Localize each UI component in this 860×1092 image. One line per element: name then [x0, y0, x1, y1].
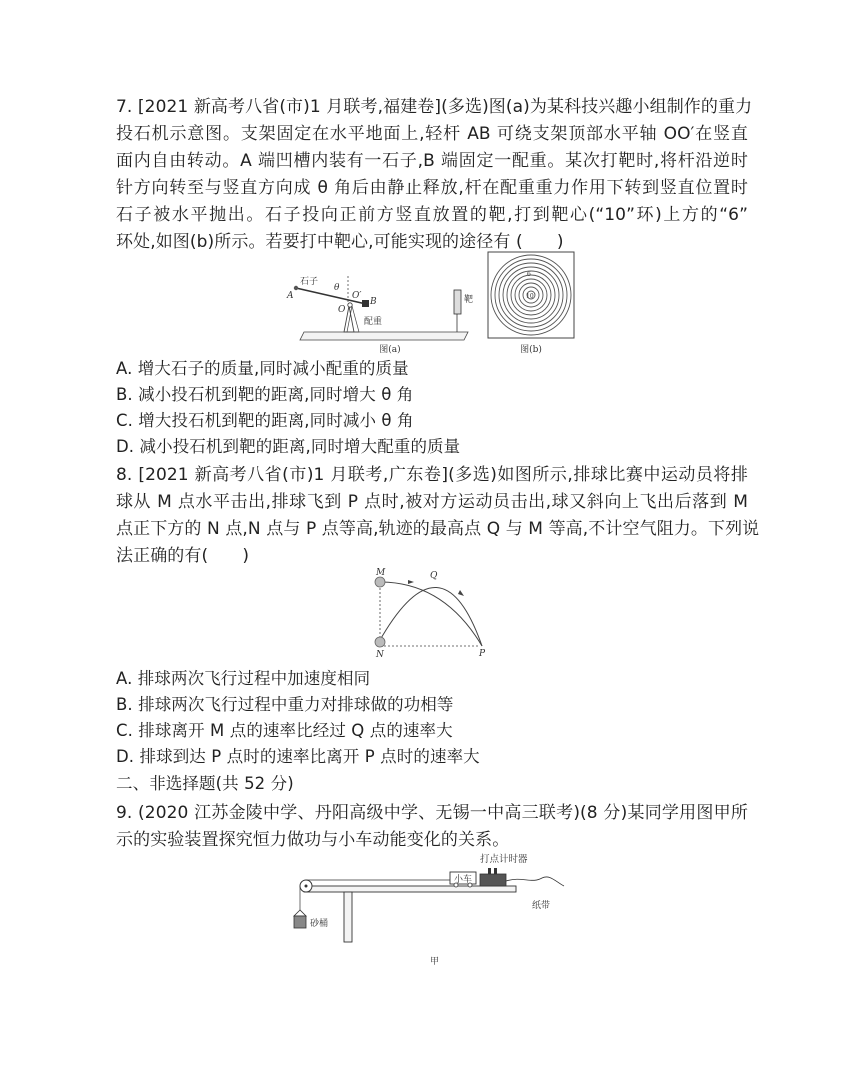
- q9-apparatus-figure: [290, 848, 582, 968]
- q8-line-3: 点正下方的 N 点,N 点与 P 点等高,轨迹的最高点 Q 与 M 等高,不计空气阻力。下列说: [116, 519, 760, 539]
- label-tape: 纸带: [532, 901, 551, 911]
- q8-line-4: 法正确的有( ): [116, 546, 250, 566]
- label-O: O: [338, 305, 346, 315]
- label-sand-bucket: 砂桶: [310, 919, 329, 929]
- ring-10-label: 10: [526, 293, 534, 300]
- q7-option-d: D. 减小投石机到靶的距离,同时增大配重的质量: [116, 437, 461, 456]
- q7-line-5: 石子被水平抛出。石子投向正前方竖直放置的靶,打到靶心(“10”环)上方的“6”: [116, 205, 748, 225]
- q8-volleyball-figure: [364, 568, 494, 658]
- fig-b-caption: 图(b): [520, 345, 542, 355]
- q7-line-4: 针方向转至与竖直方向成 θ 角后由静止释放,杆在配重重力作用下转到竖直位置时: [116, 178, 748, 198]
- label-O-prime: O′: [352, 291, 362, 301]
- label-A: A: [287, 291, 294, 301]
- q8-line-1: 8. [2021 新高考八省(市)1 月联考,广东卷](多选)如图所示,排球比赛中运动员将排: [116, 465, 748, 485]
- q7-line-2: 投石机示意图。支架固定在水平地面上,轻杆 AB 可绕支架顶部水平轴 OO′在竖直: [116, 124, 748, 144]
- q8-option-a: A. 排球两次飞行过程中加速度相同: [116, 669, 371, 688]
- label-theta: θ: [334, 283, 340, 293]
- q7-figure-a: [282, 268, 482, 356]
- q9-line-1: 9. (2020 江苏金陵中学、丹阳高级中学、无锡一中高三联考)(8 分)某同学用图甲所: [116, 803, 748, 823]
- label-B: B: [370, 297, 377, 307]
- q7-option-a: A. 增大石子的质量,同时减小配重的质量: [116, 359, 409, 378]
- q7-line-1: 7. [2021 新高考八省(市)1 月联考,福建卷](多选)图(a)为某科技兴趣小组制作的重力: [116, 97, 753, 117]
- section-2-heading: 二、非选择题(共 52 分): [116, 774, 294, 793]
- label-M: M: [376, 568, 386, 578]
- q8-option-c: C. 排球离开 M 点的速率比经过 Q 点的速率大: [116, 721, 453, 740]
- q7-option-c: C. 增大投石机到靶的距离,同时减小 θ 角: [116, 411, 414, 430]
- ring-6-label: 6: [527, 271, 531, 278]
- label-stone: 石子: [300, 277, 319, 287]
- figure-caption-jia: 甲: [430, 957, 440, 967]
- label-target: 靶: [464, 295, 474, 305]
- label-timer: 打点计时器: [480, 854, 528, 865]
- label-cart: 小车: [454, 875, 473, 885]
- q7-figure-b: [486, 250, 578, 358]
- q8-option-b: B. 排球两次飞行过程中重力对排球做的功相等: [116, 695, 454, 714]
- q7-line-3: 面内自由转动。A 端凹槽内装有一石子,B 端固定一配重。某次打靶时,将杆沿逆时: [116, 151, 748, 171]
- label-counterweight: 配重: [364, 317, 383, 327]
- q7-line-6: 环处,如图(b)所示。若要打中靶心,可能实现的途径有 ( ): [116, 232, 564, 252]
- label-P: P: [479, 649, 486, 658]
- q8-option-d: D. 排球到达 P 点时的速率比离开 P 点时的速率大: [116, 747, 480, 766]
- q9-line-2: 示的实验装置探究恒力做功与小车动能变化的关系。: [116, 830, 510, 850]
- label-N: N: [376, 650, 384, 658]
- q7-option-b: B. 减小投石机到靶的距离,同时增大 θ 角: [116, 385, 414, 404]
- q8-line-2: 球从 M 点水平击出,排球飞到 P 点时,被对方运动员击出,球又斜向上飞出后落到 M: [116, 492, 748, 512]
- label-Q: Q: [430, 571, 438, 581]
- fig-a-caption: 图(a): [379, 345, 401, 355]
